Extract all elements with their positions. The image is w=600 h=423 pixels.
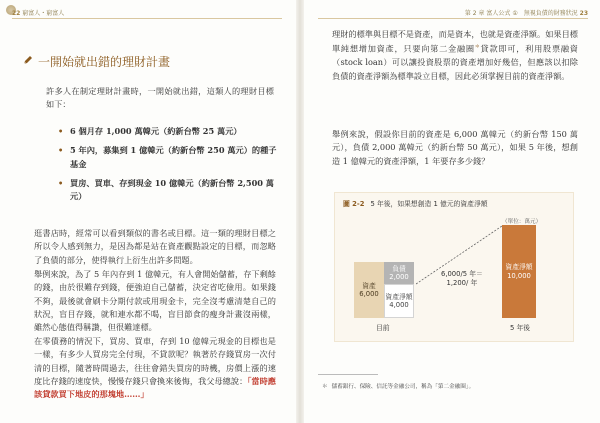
future-net-worth-label: 資產淨額 — [505, 263, 533, 271]
formula-line-2: 1,200/ 年 — [446, 278, 478, 287]
footnote-rule — [318, 374, 378, 375]
paragraph-savings-example: 舉例來說，假設你目前的資產是 6,000 萬韓元（約新台幣 150 萬元），負債 2,000 萬韓元（約新台幣 50 萬元），如果 5 年後，想創造 1 億韓元的資產淨額，1 年要存多少錢？ — [332, 129, 578, 166]
figure-caption: 5 年後，如果想創造 1 億元的資產淨額 — [370, 200, 488, 208]
chapter-title: 富人公式 ① 無視負債的財務狀況 — [486, 10, 578, 17]
book-gutter — [296, 0, 304, 423]
paragraph-zero-debt — [34, 335, 276, 401]
current-net-worth-label: 資產淨額 — [385, 292, 413, 301]
left-page-header — [12, 8, 64, 17]
current-net-worth-value: 4,000 — [389, 301, 409, 309]
goal-item — [58, 177, 278, 204]
chapter-label: 第 2 章 — [464, 10, 485, 17]
figure-title — [343, 198, 488, 208]
figure-unit: （單位：萬元） — [502, 219, 542, 225]
bullet-icon: • — [58, 126, 64, 136]
paragraph-net-worth — [332, 28, 578, 83]
footnote-mark: ＊ — [322, 384, 328, 390]
assets-block — [354, 262, 384, 318]
x-label-now: 目前 — [376, 324, 390, 332]
parent-quote: 「當時應該貸款買下地皮的那塊地……」 — [34, 375, 276, 400]
figure-label: 圖 2-2 — [343, 200, 365, 208]
debt-block — [384, 262, 414, 284]
paragraph-example: 舉例來說，為了 5 年內存到 1 億韓元，有人會開始儲蓄，存下剩餘的錢，由於很難存到錢，便強迫自己儲蓄，決定省吃儉用。如果錢不夠，最後就會刷卡分期付款或用現金卡，完全沒考慮清楚自己的狀況，盲目存錢，就和連水都不喝，盲目節食的瘦身計畫沒兩樣，雖然心態值得稱讚，但很難達標。 — [34, 269, 276, 333]
left-book-title: 窮富人・窮富人 — [22, 10, 65, 17]
net-worth-text-a: 理財的標準與目標不是資產，而是資本，也就是資產淨額。如果目標單純想增加資產，只要向第二金融圈 — [332, 29, 578, 55]
pen-icon — [22, 54, 34, 66]
current-net-worth-block — [384, 284, 414, 318]
footnote-text: 儲蓄銀行、保險、信託等金融公司，稱為「第二金融圈」。 — [331, 384, 475, 390]
savings-formula — [441, 270, 483, 288]
debt-label: 負債 — [392, 264, 406, 273]
goal-item — [58, 125, 278, 138]
assets-label: 資產 — [362, 281, 376, 290]
goal-item — [58, 144, 278, 171]
intro-paragraph: 許多人在制定理財計畫時，一開始就出錯，這類人的理財目標如下： — [46, 86, 274, 110]
debt-value: 2,000 — [389, 273, 409, 281]
goal-text: 6 個月存 1,000 萬韓元（約新台幣 25 萬元） — [70, 126, 242, 136]
left-page-number: 22 — [12, 10, 21, 17]
zero-debt-text: 在零債務的情況下，買房、買車，存到 10 億韓元現金的目標也是一樣，有多少人買房完全付現，不貸款呢？執著於存錢買房一次付清的目標，隨著時間過去，往往會錯失買房的時機，房價上漲的速度比存錢的速度快，慢慢存錢只會換來後悔，我父母總說： — [34, 336, 276, 386]
footnote — [322, 382, 474, 390]
net-worth-text-b: 貸款即可，利用股票融資（stock loan）可以讓投資股票的資產增加好幾倍，但應該以扣除負債的資產淨額為標準設立目標，因此必須掌握目前的資產淨額。 — [332, 44, 578, 81]
future-net-worth-value: 10,000 — [507, 271, 531, 280]
right-page-number: 23 — [579, 10, 588, 17]
formula-line-1: 6,000/5 年＝ — [441, 270, 483, 278]
goal-text: 5 年內，募集到 1 億韓元（約新台幣 250 萬元）的種子基金 — [70, 145, 277, 169]
paragraph-bookstore: 逛書店時，經常可以看到類似的書名或目標。這一類的理財目標之所以令人感到無力，是因為都是站在資產觀點設定的目標，而忽略了負債的部分，使得執行上衍生出許多問題。 — [34, 228, 276, 265]
assets-value: 6,000 — [359, 290, 379, 298]
x-label-future: 5 年後 — [510, 324, 531, 332]
footnote-reference: ＊ — [474, 44, 481, 51]
goal-text: 買房、買車、存到現金 10 億韓元（約新台幣 2,500 萬元） — [70, 177, 274, 202]
left-header-rule — [12, 18, 282, 19]
bullet-icon: • — [58, 177, 64, 188]
bullet-icon: • — [58, 145, 64, 156]
right-page-header — [465, 8, 588, 17]
section-title: 一開始就出錯的理財計畫 — [38, 55, 171, 69]
goal-list — [58, 125, 278, 209]
right-header-rule — [318, 18, 588, 19]
future-net-worth-block — [502, 225, 536, 318]
